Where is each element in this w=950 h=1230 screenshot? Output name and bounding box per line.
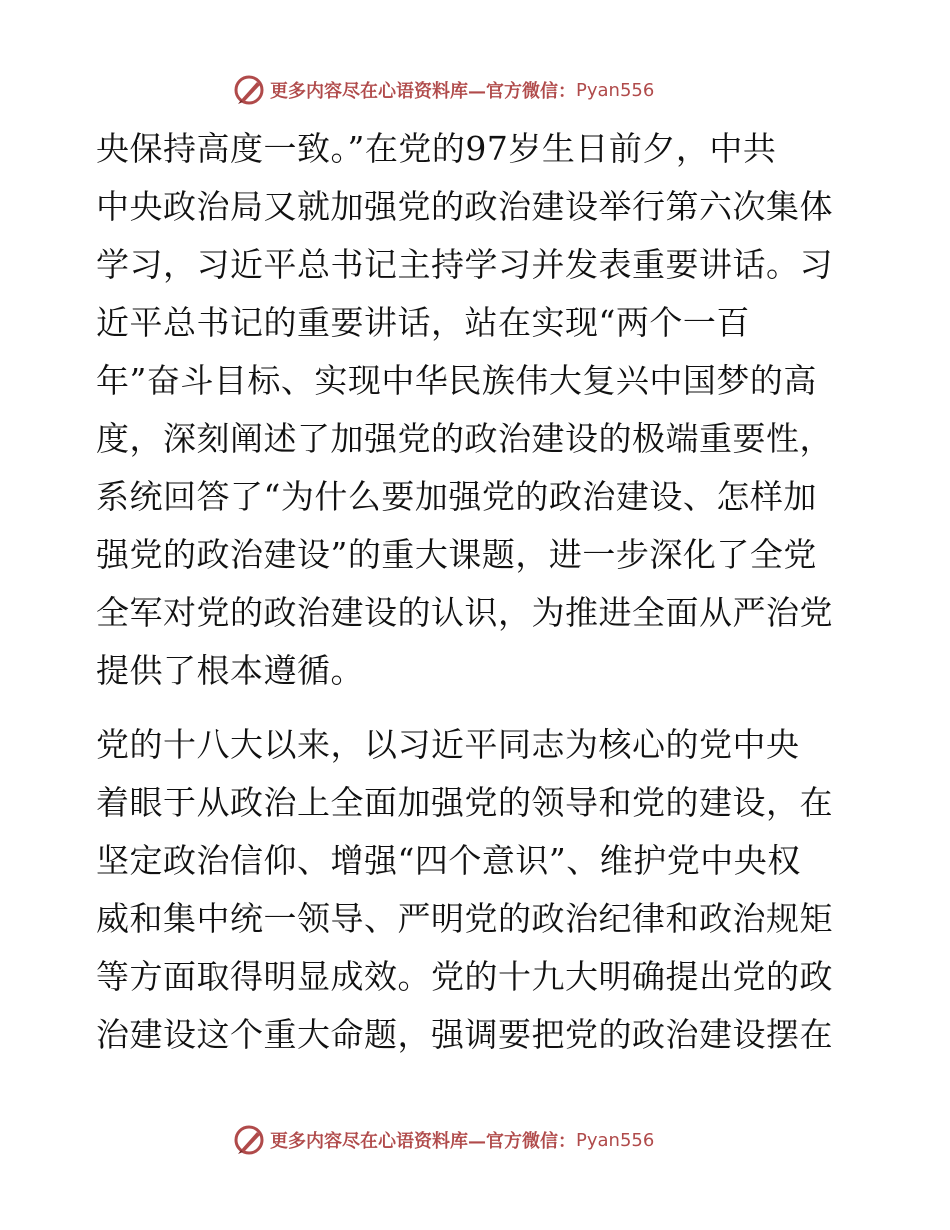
- text-line: 央保持高度一致。”在党的97岁生日前夕，中共: [96, 129, 777, 168]
- text-line: 中央政治局又就加强党的政治建设举行第六次集体: [96, 187, 833, 226]
- paragraph-2: [96, 716, 856, 1064]
- text-line: 强党的政治建设”的重大课题，进一步深化了全党: [96, 535, 817, 574]
- footer-banner: [232, 1120, 712, 1160]
- pen-logo-icon: [232, 1123, 266, 1157]
- text-line: 学习，习近平总书记主持学习并发表重要讲话。习: [96, 245, 833, 284]
- text-line: 治建设这个重大命题，强调要把党的政治建设摆在: [96, 1015, 833, 1054]
- text-line: 全军对党的政治建设的认识，为推进全面从严治党: [96, 593, 833, 632]
- text-line: 等方面取得明显成效。党的十九大明确提出党的政: [96, 957, 833, 996]
- text-line: 系统回答了“为什么要加强党的政治建设、怎样加: [96, 477, 817, 516]
- banner-text: 更多内容尽在心语资料库—官方微信：: [270, 1131, 576, 1152]
- paragraph-1: [96, 120, 856, 700]
- text-line: 度，深刻阐述了加强党的政治建设的极端重要性，: [96, 419, 833, 458]
- banner-text: 更多内容尽在心语资料库—官方微信：: [270, 81, 576, 102]
- pen-logo-icon: [232, 73, 266, 107]
- text-line: 坚定政治信仰、增强“四个意识”、维护党中央权: [96, 841, 801, 880]
- text-line: 年”奋斗目标、实现中华民族伟大复兴中国梦的高: [96, 361, 817, 400]
- text-line: 提供了根本遵循。: [96, 651, 364, 690]
- banner-contact: Pyan556: [576, 1129, 655, 1151]
- text-line: 党的十八大以来，以习近平同志为核心的党中央: [96, 725, 800, 764]
- text-line: 近平总书记的重要讲话，站在实现“两个一百: [96, 303, 750, 342]
- text-line: 威和集中统一领导、严明党的政治纪律和政治规矩: [96, 899, 833, 938]
- header-banner: [232, 70, 712, 110]
- banner-contact: Pyan556: [576, 79, 655, 101]
- text-line: 着眼于从政治上全面加强党的领导和党的建设，在: [96, 783, 833, 822]
